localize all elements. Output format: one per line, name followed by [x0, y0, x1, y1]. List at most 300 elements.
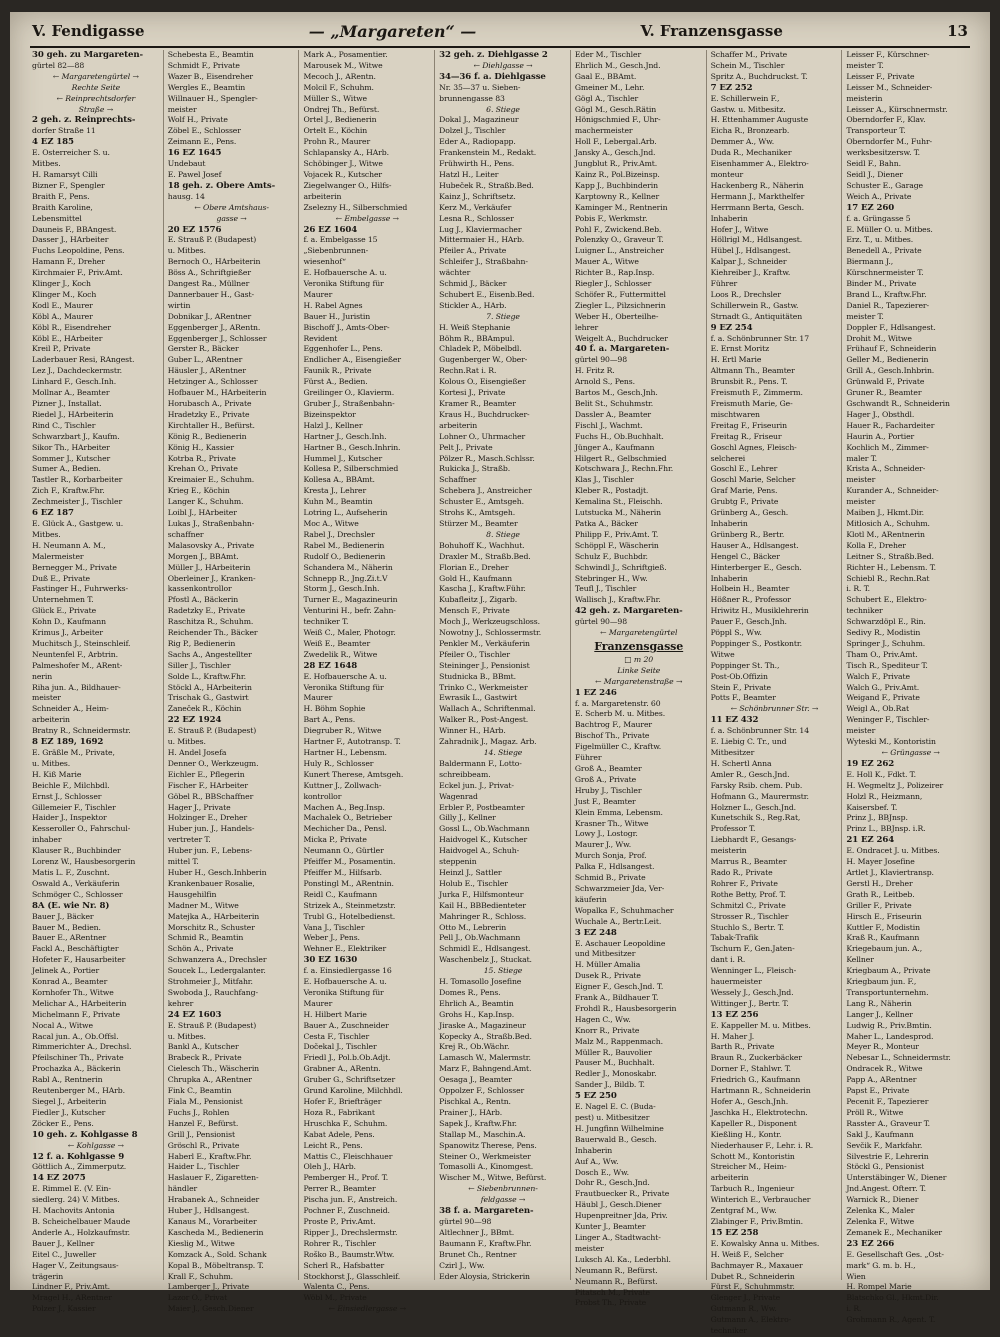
directory-entry: Penkler M., Verkäuferin [439, 638, 530, 648]
directory-entry: Hoza R., Fabrikant [303, 1107, 375, 1117]
directory-entry: Kürschnermeister T. [846, 268, 924, 278]
directory-entry: 9 EZ 254 [710, 322, 753, 333]
directory-entry: Braith F., Pens. [32, 191, 90, 201]
directory-entry: Leisser M., Schneider- [846, 82, 933, 92]
directory-entry: Bratny R., Schneidermstr. [32, 726, 131, 736]
directory-entry: Lindner F., Priv.Amt. [32, 1282, 110, 1292]
directory-entry: Schmid B., Private [574, 873, 646, 883]
directory-entry: ← Grüngasse → [881, 748, 940, 757]
directory-entry: E. Gesellschaft Ges. „Ost- [846, 1249, 944, 1259]
directory-entry: händler [167, 1184, 198, 1194]
directory-entry: H. Rabel Agnes [303, 300, 363, 310]
directory-entry: Grünwald F., Private [846, 377, 925, 387]
directory-entry: Meyer R., Monteur [846, 1042, 919, 1052]
directory-entry: Weber H., Oberteilhe- [574, 311, 659, 321]
directory-entry: Glück E., Private [32, 606, 97, 616]
directory-entry: ← Reinprechtsdorfer [56, 93, 136, 103]
directory-entry: Geller M., Bedienerin [846, 355, 929, 365]
directory-entry: Storm J., Gesch.Inh. [303, 584, 380, 594]
directory-entry: Ondracek R., Witwe [846, 1064, 923, 1074]
directory-entry: Hauser A., Hdlsangest. [710, 540, 799, 550]
directory-entry: E. Hofbauersche A. u. [303, 977, 387, 987]
directory-entry: E. Nagel E. C. (Buda- [574, 1102, 656, 1112]
directory-entry: Hummel J., Kutscher [303, 453, 383, 463]
directory-entry: Kascheda M., Bedienerin [167, 1227, 264, 1237]
directory-entry: Hofbauer M., HArbeiterin [167, 388, 267, 398]
directory-entry: Grill A., Gesch.Inhbrin. [846, 366, 935, 376]
directory-entry: Rohrer F., Private [710, 878, 778, 888]
directory-entry: „Siebenbrunnen- [303, 246, 369, 256]
directory-entry: pest) u. Mitbesitzer [574, 1113, 650, 1122]
directory-entry: Hriwitz H., Musiklehrerin [710, 606, 809, 616]
directory-entry: Warnick R., Diener [846, 1195, 919, 1205]
directory-entry: Schott M., Kontoristin [710, 1151, 795, 1161]
directory-entry: Hetzinger A., Schlosser [167, 377, 258, 387]
directory-entry: Inhaberin [710, 213, 748, 223]
directory-entry: Rasster A., Graveur T. [846, 1118, 930, 1128]
directory-entry: kassenkontrollor [167, 584, 232, 594]
directory-entry: meister [167, 104, 197, 114]
directory-entry: Fuchs Leopoldine, Pens. [32, 246, 125, 256]
directory-entry: Lesna R., Schlosser [439, 213, 514, 223]
directory-entry: 22 EZ 1924 [167, 715, 222, 726]
page-header [10, 18, 990, 44]
directory-entry: 7 EZ 252 [710, 82, 753, 93]
directory-entry: Göbel R., BBSchaffner [167, 791, 254, 801]
directory-entry: Tschurn F., Gen.Jaten- [710, 944, 795, 954]
directory-entry: Schön A., Private [167, 944, 234, 954]
directory-entry: Palka F., Hdlsangest. [574, 862, 655, 872]
directory-entry: Stallap M., Maschin.A. [439, 1129, 526, 1139]
directory-entry: E. Aschauer Leopoldine [574, 938, 666, 948]
directory-entry: Dubet R., Schneiderin [710, 1271, 795, 1281]
directory-entry: Frank A., Bildhauer T. [574, 993, 659, 1003]
directory-entry: Bachtrog F., Maurer [574, 720, 652, 730]
directory-entry: Maher L., Landesprod. [846, 1031, 934, 1041]
directory-entry: Schlapansky A., HArb. [303, 148, 389, 158]
directory-entry: Krieg E., Köchin [167, 486, 230, 496]
directory-entry: Haidvogel K., Kutscher [439, 835, 528, 845]
directory-entry: Wessely J., Gesch.Jnd. [710, 987, 794, 997]
directory-entry: Liebhardt F., Gesangs- [710, 835, 797, 845]
directory-entry: Daniel R., Tapezierer- [846, 300, 929, 310]
directory-entry: Konrad A., Beamter [32, 977, 108, 987]
directory-entry: Hanzel F., Befürst. [167, 1118, 239, 1128]
directory-entry: Bart A., Pens. [303, 715, 356, 725]
directory-entry: Poppinger St. Th., [710, 660, 780, 670]
directory-entry: 8. Stiege [486, 529, 520, 539]
directory-entry: Bauer J., Bäcker [32, 911, 94, 921]
directory-entry: Barth R., Private [710, 1042, 775, 1052]
directory-entry: Gutmann A., Elektro- [710, 1315, 792, 1325]
directory-entry: E. Strauß P. (Budapest) [167, 235, 257, 245]
directory-entry: H. Müller Amalia [574, 960, 641, 970]
directory-entry: Undebaut [167, 159, 206, 169]
directory-entry: 34—36 f. a. Diehlgasse [439, 71, 546, 82]
directory-entry: 42 geh. z. Margareten- [574, 606, 683, 617]
directory-entry: Lang R., Näherin [846, 998, 912, 1008]
directory-entry: Machen A., Beg.Insp. [303, 802, 385, 812]
directory-entry: Gossl L., Ob.Wachmann [439, 824, 530, 834]
directory-entry: Huber J., Hdlsangest. [167, 1206, 250, 1216]
directory-entry: ← Einsiedlergasse → [328, 1304, 406, 1314]
directory-entry: Holzinger E., Dreher [167, 813, 248, 823]
directory-entry: Tomasolli A., Kinomgest. [439, 1162, 534, 1172]
directory-entry: Marz F., Bahngend.Amt. [439, 1064, 532, 1074]
directory-entry: Venturini H., befr. Zahn- [303, 606, 396, 616]
directory-entry: Kraß R., Kaufmann [846, 933, 920, 943]
directory-entry: Klinger M., Koch [32, 289, 97, 299]
directory-entry: Sevčik F., Markfahr. [846, 1140, 923, 1150]
directory-entry: H. Kiß Marie [32, 769, 82, 779]
directory-entry: Riha jun. A., Bildhauer- [32, 682, 121, 692]
directory-entry: Benedell A., Private [846, 246, 922, 256]
directory-entry: Schandera M., Näherin [303, 562, 393, 572]
directory-entry: Binder M., Private [846, 279, 917, 289]
directory-entry: Eder A., Radiopapp. [439, 137, 516, 147]
directory-entry: Gutmann R., Ww. [710, 1304, 777, 1314]
directory-entry: Freismuth F., Zimmerm. [710, 388, 803, 398]
directory-entry: machermeister [574, 126, 633, 136]
directory-entry: Grohs H., Kap.Insp. [439, 1009, 515, 1019]
directory-entry: Köbl R., Eisendreher [32, 322, 111, 332]
directory-entry: Dannerbauer H., Gast- [167, 289, 255, 299]
directory-entry: Freitag F., Friseurin [710, 420, 788, 430]
directory-entry: Jelinek A., Portier [32, 966, 100, 976]
directory-entry: Eggenberger J., Schlosser [167, 333, 267, 343]
directory-entry: Greilinger O., Klavierm. [303, 388, 395, 398]
directory-entry: steppenin [439, 857, 477, 867]
directory-entry: Wittinger J., Bertr. T. [710, 998, 789, 1008]
directory-entry: Luigner L., Anstreicher [574, 246, 664, 256]
directory-entry: Kail H., BBBedienteter [439, 900, 527, 910]
directory-entry: meister [574, 1243, 604, 1253]
directory-entry: Gillemeier F., Tischler [32, 802, 116, 812]
directory-entry: Dolzel J., Tischler [439, 126, 506, 136]
directory-entry: Oleh J., HArb. [303, 1162, 356, 1172]
directory-entry: Silvestrie F., Lehrerin [846, 1151, 929, 1161]
directory-entry: Pochner F., Zuschneid. [303, 1206, 390, 1216]
directory-entry: Frohdl R., Hausbesorgerin [574, 1003, 677, 1013]
directory-entry: Gröschl R., Private [167, 1140, 240, 1150]
directory-entry: 5 EZ 250 [574, 1091, 617, 1102]
directory-entry: Eggenberger J., ARentn. [167, 322, 261, 332]
directory-entry: Kuhn M., Beamtin [303, 497, 373, 507]
directory-entry: dant i. R. [710, 955, 746, 965]
directory-entry: Wazer B., Eisendreher [167, 71, 253, 81]
directory-entry: Polzer J., Kassier [32, 1304, 96, 1314]
directory-entry: Krej R., Ob.Wächr. [439, 1042, 510, 1052]
directory-entry: Hager V., Zeitungsaus- [32, 1260, 119, 1270]
directory-entry: Probst Th., Private [574, 1298, 647, 1308]
directory-entry: Guber L., ARentner [167, 355, 243, 365]
directory-entry: Waschenbelz J., Stuckat. [439, 955, 532, 965]
directory-entry: 30 EZ 1630 [303, 955, 358, 966]
directory-entry: mischtwaren [710, 409, 760, 419]
directory-entry: Huber jun. F., Lebens- [167, 846, 253, 856]
directory-entry: Kellner [846, 955, 874, 965]
directory-entry: Blatschko Gl., Hkmt.Dir. [846, 1293, 939, 1303]
directory-entry: Dokal J., Magazineur [439, 115, 519, 125]
directory-entry: Schmidl E., Hdlsangest. [439, 944, 531, 954]
directory-entry: Oswald A., Verkäuferin [32, 878, 120, 888]
directory-entry: Auf A., Ww. [574, 1156, 619, 1166]
directory-entry: Schleifer J., Straßbahn- [439, 257, 528, 267]
directory-entry: Fink C., Beamtin [167, 1086, 232, 1096]
directory-entry: Cesta F., Tischler [303, 1031, 370, 1041]
directory-entry: Trischak G., Gastwirt [167, 693, 249, 703]
directory-entry: Prinz J., BBJnsp. [846, 813, 908, 823]
directory-entry: Holub E., Tischler [439, 878, 508, 888]
directory-entry: Klotl M., ARentnerin [846, 529, 925, 539]
directory-entry: Rimmerichter A., Drechsl. [32, 1042, 132, 1052]
directory-entry: Seidl J., Diener [846, 169, 903, 179]
directory-entry: Drohit M., Witwe [846, 333, 912, 343]
directory-entry: Oesaga J., Beamter [439, 1075, 512, 1085]
directory-entry: Lowy J., Lostogr. [574, 829, 638, 839]
directory-entry: Zselezny H., Silberschmied [303, 202, 408, 212]
directory-entry: Springer J., Schuhm. [846, 638, 926, 648]
directory-entry: Kresta J., Lehrer [303, 486, 367, 496]
directory-entry: Gruner R., Beamter [846, 388, 922, 398]
directory-entry: Eigner F., Gesch.Jnd. T. [574, 982, 664, 992]
directory-entry: H. Schertl Anna [710, 758, 772, 768]
directory-entry: Schebesta E., Beamtin [167, 50, 254, 59]
directory-entry: Rechte Seite [71, 82, 121, 92]
directory-entry: Kohn D., Kaufmann [32, 617, 106, 627]
directory-entry: Sedivy R., Modistin [846, 628, 921, 638]
directory-entry: Weigl A., Ob.Rat [846, 704, 910, 714]
directory-entry: Grath R., Leitbeb. [846, 889, 915, 899]
directory-entry: H. Jungfinn Wilhelmine [574, 1123, 664, 1133]
directory-entry: Kuttner J., Zollwach- [303, 780, 382, 790]
directory-entry: Professor T. [710, 824, 756, 834]
directory-entry: Palmeshofer M., ARent- [32, 660, 123, 670]
directory-entry: schreibbeam. [439, 769, 491, 779]
directory-entry: Diegruber R., Witwe [303, 726, 382, 736]
directory-entry: meister [32, 693, 61, 703]
directory-entry: Führer [574, 753, 602, 763]
directory-entry: Baldermann F., Lotto- [439, 758, 522, 768]
directory-entry: Hofer A., Gesch.Jnh. [710, 1097, 789, 1106]
directory-entry: Pfeilschiner Th., Private [32, 1053, 124, 1063]
directory-entry: Dosch E., Ww. [574, 1167, 629, 1177]
directory-entry: Kodl E., Maurer [32, 300, 93, 310]
directory-entry: Hauer R., Fachardeiter [846, 420, 935, 430]
directory-entry: Neumann O., Gürtler [303, 846, 384, 856]
directory-entry: Bernegger M., Private [32, 562, 117, 572]
directory-entry: Schwanzera A., Drechsler [167, 955, 267, 965]
directory-entry: Teufl J., Tischler [574, 584, 637, 594]
directory-entry: wiesenhof“ [303, 257, 346, 267]
directory-entry: Loos R., Drechsler [710, 289, 781, 299]
directory-entry: Kirchtaller H., Befürst. [167, 420, 255, 430]
directory-entry: Turner E., Magazineurin [303, 595, 398, 605]
directory-entry: Otto M., Lebrerin [439, 922, 507, 932]
directory-entry: Kopecky A., Straßb.Bed. [439, 1031, 532, 1041]
directory-entry: Steiner O., Werkmeister [439, 1151, 531, 1161]
directory-entry: Mecoch J., ARentn. [303, 71, 376, 81]
directory-entry: Eicha R., Bronzearb. [710, 126, 790, 136]
directory-entry: Eder M., Tischler [574, 50, 642, 59]
directory-entry: Machalek O., Betrieber [303, 813, 392, 823]
directory-entry: Wien [846, 1271, 866, 1281]
directory-entry: Zahradnik J., Magaz. Arb. [439, 737, 537, 747]
directory-entry: 23 EZ 266 [846, 1238, 895, 1249]
directory-entry: Führer [710, 279, 738, 289]
directory-entry: selcherei [710, 453, 746, 463]
directory-entry: Pröll R., Witwe [846, 1107, 904, 1117]
directory-entry: Micka P., Private [303, 835, 367, 845]
directory-entry: Mechicher Da., Pensl. [303, 824, 387, 834]
directory-entry: Ripper J., Drechslermstr. [303, 1227, 398, 1237]
directory-entry: Tastler R., Korbarbeiter [32, 475, 123, 485]
directory-entry: Gilly J., Kellner [439, 813, 496, 823]
directory-entry: Weigelt A., Buchdrucker [574, 333, 668, 343]
directory-entry: Zelenka F., Witwe [846, 1216, 915, 1226]
directory-entry: ← Diehlgasse → [473, 60, 533, 70]
directory-entry: Gruber G., Schriftsetzer [303, 1075, 396, 1085]
directory-entry: Gerstl H., Dreher [846, 878, 913, 888]
directory-entry: Madner M., Witwe [167, 900, 239, 910]
directory-entry: Schubert E., Elektro- [846, 595, 927, 605]
directory-entry: Stebringer H., Ww. [574, 573, 648, 583]
directory-entry: Friedrich G., Kaufmann [710, 1075, 801, 1085]
directory-entry: Marousek M., Witwe [303, 60, 383, 70]
page-number: 13 [947, 22, 968, 40]
directory-entry: Potts F., Beamter [710, 693, 776, 703]
directory-entry: Groß A., Private [574, 774, 637, 784]
directory-entry: meister T. [846, 60, 884, 70]
directory-entry: Pohl F., Zwickend.Beb. [574, 224, 662, 234]
directory-entry: Richter B., Rap.Insp. [574, 268, 655, 278]
directory-entry: Prochazka A., Bäckerin [32, 1064, 121, 1074]
directory-entry: Bachmayer R., Maxauer [710, 1260, 803, 1270]
directory-entry: Sakl J., Kaufmann [846, 1129, 914, 1139]
directory-entry: 26 EZ 1604 [303, 224, 358, 235]
directory-entry: Hamann F., Dreher [32, 257, 105, 267]
directory-entry: ← Kohlgasse → [67, 1140, 124, 1150]
directory-entry: Zöbel E., Schlosser [167, 126, 241, 136]
directory-entry: 18 geh. z. Obere Amts- [167, 180, 276, 191]
directory-entry: Herrmann Berta, Gesch. [710, 202, 804, 212]
directory-entry: feldgasse → [480, 1195, 526, 1205]
directory-entry: 6. Stiege [486, 104, 520, 114]
directory-entry: Stickler A., HArb. [439, 300, 507, 310]
directory-entry: Schöppl F., Wäscherin [574, 540, 659, 550]
directory-entry: Mitbes. [32, 159, 61, 169]
directory-entry: Gold H., Kaufmann [439, 573, 512, 583]
directory-entry: 6 EZ 187 [32, 508, 74, 519]
directory-entry: Zaneček R., Köchin [167, 704, 242, 714]
directory-entry: Dobnikar J., ARentner [167, 311, 252, 321]
directory-entry: 14. Stiege [483, 748, 523, 757]
directory-entry: H. Hilbert Marie [303, 1009, 367, 1019]
directory-entry: Altmann Th., Beamter [710, 366, 795, 376]
directory-entry: Schwarzdöpl E., Rin. [846, 617, 926, 627]
directory-entry: Rind C., Tischler [32, 420, 96, 430]
directory-column-3 [299, 50, 435, 1314]
directory-entry: Ondrej Th., Befürst. [303, 104, 380, 114]
directory-entry: Fiala M., Pensionist [167, 1097, 243, 1106]
directory-entry: E. Osterreicher S. u. [32, 148, 110, 158]
directory-entry: f. a. Margaretenstr. 60 [574, 698, 661, 708]
directory-entry: Maurer [303, 289, 333, 299]
directory-entry: Hartner H., Lebensm. [303, 748, 387, 757]
directory-entry: Ponstingl M., ARentnin. [303, 878, 394, 888]
directory-entry: arbeiterin [32, 715, 70, 725]
directory-entry: König R., Bedienerin [167, 431, 247, 441]
directory-entry: Unterstäbinger W., Diener [846, 1173, 947, 1183]
directory-entry: Fürst A., Bedien. [303, 377, 368, 387]
directory-entry: Kleber R., Postadjt. [574, 486, 649, 496]
directory-entry: Kiehreiber J., Kraftw. [710, 268, 791, 278]
directory-entry: Gruber J., Straßenbahn- [303, 399, 395, 408]
directory-entry: Kainz R., Pol.Bizeinsp. [574, 169, 660, 179]
directory-entry: Häubl J., Gesch.Diener [574, 1200, 662, 1210]
directory-entry: Moc A., Witwe [303, 518, 359, 528]
directory-entry: Loibl J., HArbeiter [167, 508, 237, 518]
directory-entry: Kreimaier E., Schuhm. [167, 475, 255, 485]
directory-entry: Oppolzer F., Schlosser [439, 1086, 525, 1096]
directory-entry: Soucek L., Ledergalanter. [167, 966, 266, 976]
directory-entry: 4 EZ 185 [32, 137, 74, 148]
directory-entry: Bauer J., Kellner [32, 1238, 95, 1248]
directory-entry: Willnauer H., Spengler- [167, 93, 258, 103]
directory-entry: Krehan O., Private [167, 464, 238, 474]
header-district-title: — „Margareten“ — [308, 21, 477, 41]
directory-entry: Arnold S., Pens. [574, 377, 635, 387]
directory-entry: H. Neumann A. M., [32, 540, 106, 550]
directory-entry: Rado R., Private [710, 867, 773, 877]
directory-entry: Mittermaier H., HArb. [439, 235, 525, 245]
directory-entry: Wöbl M., Private [303, 1293, 367, 1303]
directory-entry: Haurin A., Portier [846, 431, 915, 441]
directory-entry: Mensch F., Private [439, 606, 510, 616]
directory-entry: Schneider A., Heim- [32, 704, 109, 714]
directory-entry: Nocal A., Witwe [32, 1020, 93, 1030]
directory-entry: Häusler J., ARentner [167, 366, 246, 376]
directory-entry: 21 EZ 264 [846, 835, 895, 846]
directory-entry: Zeimann E., Pens. [167, 137, 237, 147]
directory-entry: Weich A., Private [846, 191, 912, 201]
directory-entry: Cielesch Th., Wäscherin [167, 1064, 260, 1074]
directory-entry: Luksch Al. Ka., Lederbhl. [574, 1254, 671, 1264]
directory-entry: Weninger F., Tischler- [846, 715, 930, 725]
directory-entry: schaffner [167, 529, 204, 539]
directory-entry: Bankl A., Kutscher [167, 1042, 239, 1052]
directory-entry: 10 geh. z. Kohlgasse 8 [32, 1129, 138, 1140]
directory-entry: Brunet Ch., Rentner [439, 1249, 517, 1259]
directory-entry: H. Maher J. [710, 1031, 755, 1041]
directory-entry: maler T. [846, 453, 877, 463]
directory-entry: Dauneis F., BBAngest. [32, 224, 117, 234]
directory-entry: Kesseroller O., Fahrschul- [32, 824, 131, 834]
directory-entry: Göttlich A., Zimmerputz. [32, 1162, 127, 1172]
directory-entry: Lamasch W., Malermstr. [439, 1053, 531, 1063]
directory-entry: Neumann R., Befürst. [574, 1265, 658, 1275]
directory-entry: Pecenit F., Tapezierer [846, 1097, 929, 1106]
directory-entry: Jungblut R., Priv.Amt. [574, 159, 658, 169]
directory-entry: 24 EZ 1603 [167, 1009, 222, 1020]
directory-entry: Nebesar L., Schneidermstr. [846, 1053, 951, 1063]
directory-entry: Frankenstein M., Redakt. [439, 148, 537, 158]
directory-entry: Dusek R., Private [574, 971, 641, 981]
directory-entry: Kraus H., Buchdrucker- [439, 409, 530, 419]
directory-entry: kehrer [167, 998, 194, 1008]
directory-entry: Veronika Stiftung für [303, 682, 384, 692]
directory-entry: Franzensgasse [594, 639, 684, 653]
